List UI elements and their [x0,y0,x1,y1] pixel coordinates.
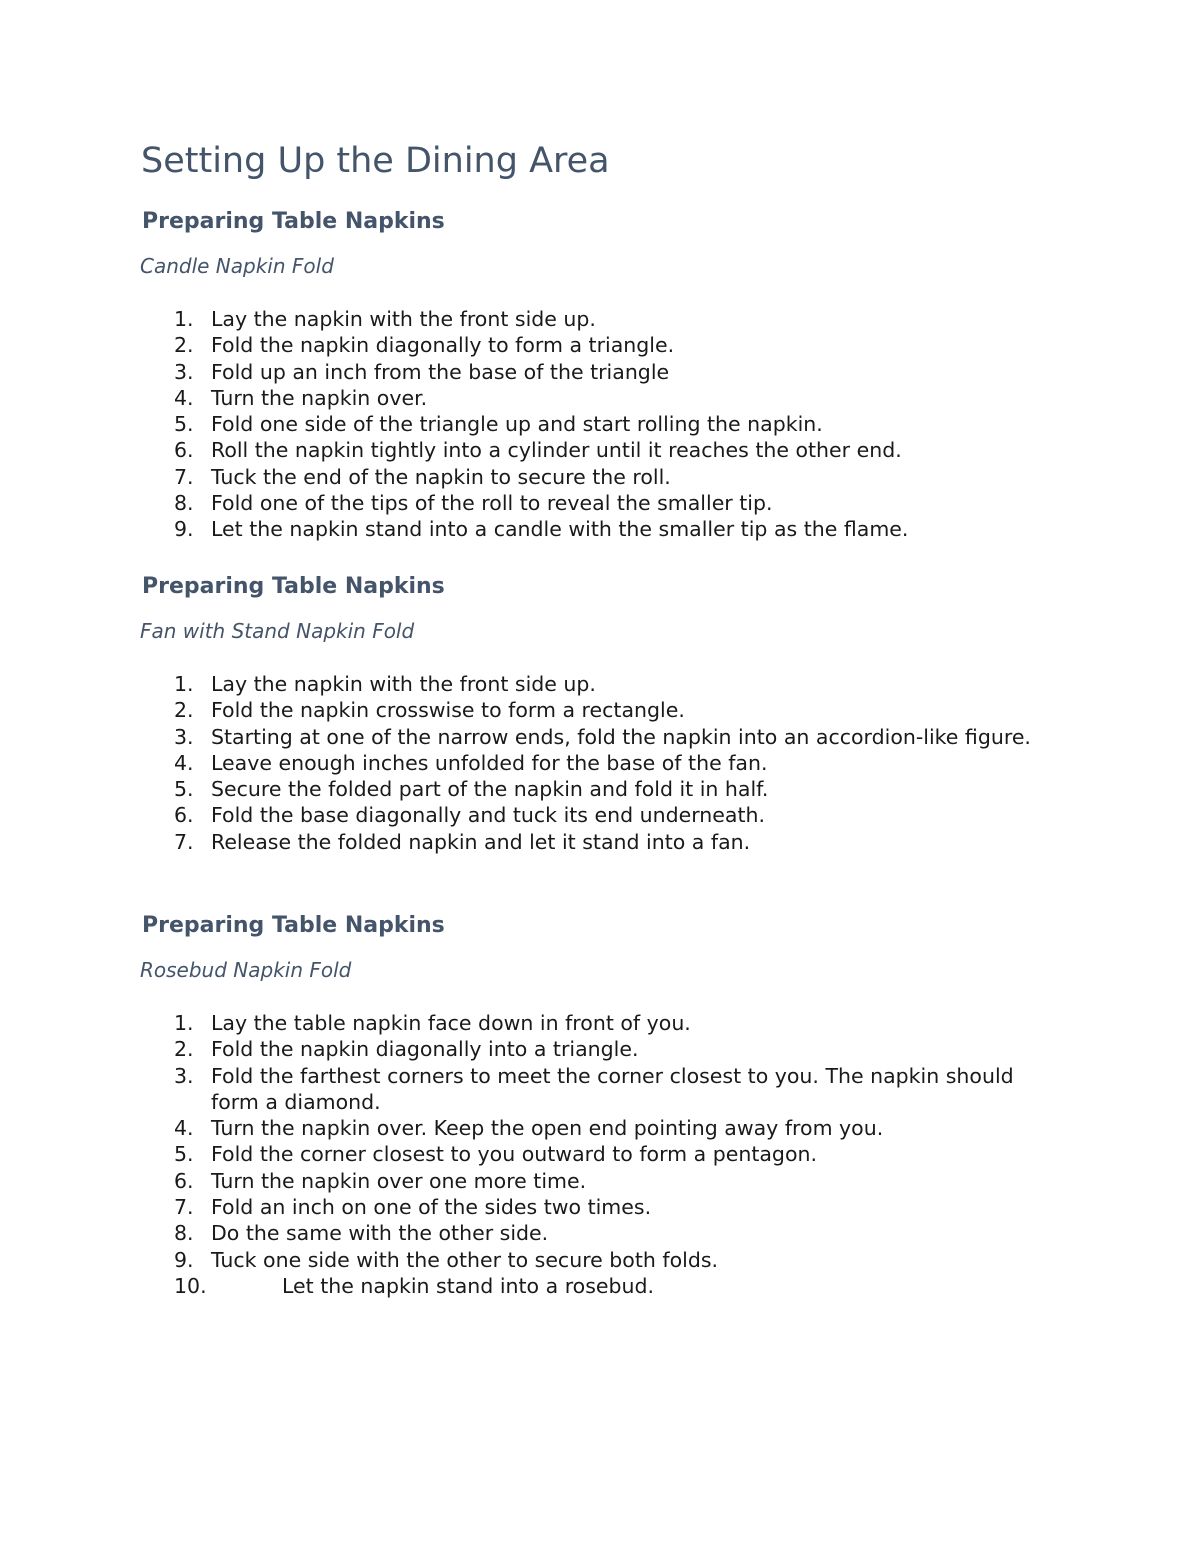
step-number: 2. [174,1037,194,1062]
step-text: Fold the napkin diagonally to form a triangle. [211,333,675,358]
section-heading: Preparing Table Napkins [142,574,445,599]
step-text: Fold the napkin diagonally into a triangle. [211,1037,639,1062]
step-number: 3. [174,359,194,384]
step-text: Roll the napkin tightly into a cylinder until it reaches the other end. [211,438,902,463]
step-number: 8. [174,491,194,516]
list-item [0,437,1200,463]
section-subheading: Rosebud Napkin Fold [140,958,352,982]
step-text: Fold one side of the triangle up and start rolling the napkin. [211,412,823,437]
step-number: 6. [174,438,194,463]
step-number: 2. [174,698,194,723]
step-number: 1. [174,1011,194,1035]
list-item [0,750,1200,776]
steps-list [0,1010,1200,1299]
list-item [0,697,1200,723]
list-item [0,359,1200,385]
steps-list [0,306,1200,543]
step-number: 6. [174,803,194,828]
step-text: Lay the napkin with the front side up. [211,672,596,696]
list-item [0,1063,1200,1116]
step-text: Tuck one side with the other to secure both folds. [211,1247,719,1272]
list-item [0,306,1200,332]
steps-list [0,671,1200,855]
step-number: 4. [174,750,194,775]
step-number: 7. [174,1195,194,1220]
step-text: Fold the farthest corners to meet the corner closest to you. The napkin should form a diamond. [211,1063,1014,1114]
step-number: 9. [174,517,194,542]
step-text: Secure the folded part of the napkin and fold it in half. [211,777,769,802]
list-item [0,411,1200,437]
list-item [0,671,1200,697]
step-text: Let the napkin stand into a candle with the smaller tip as the flame. [211,517,909,542]
list-item [0,1194,1200,1220]
list-item [0,490,1200,516]
step-text: Turn the napkin over. Keep the open end pointing away from you. [211,1116,884,1141]
step-text: Leave enough inches unfolded for the base of the fan. [211,750,768,775]
list-item [0,829,1200,855]
list-item [0,776,1200,802]
section-subheading: Fan with Stand Napkin Fold [140,619,415,643]
list-item [0,516,1200,542]
step-number: 7. [174,829,194,854]
step-number: 6. [174,1168,194,1193]
step-text: Lay the table napkin face down in front of you. [211,1011,691,1035]
step-text: Fold up an inch from the base of the triangle [211,359,670,384]
step-number: 5. [174,412,194,437]
list-item [0,1141,1200,1167]
step-number: 10. [174,1273,207,1298]
step-text: Fold the corner closest to you outward to form a pentagon. [211,1142,818,1167]
step-text: Let the napkin stand into a rosebud. [282,1273,655,1298]
step-number: 5. [174,777,194,802]
list-item [0,802,1200,828]
list-item [0,1273,1200,1299]
list-item [0,1010,1200,1036]
document-title: Setting Up the Dining Area [141,141,610,181]
step-text: Turn the napkin over. [211,385,428,410]
step-number: 7. [174,464,194,489]
step-number: 3. [174,1063,194,1088]
list-item [0,1036,1200,1062]
section-heading: Preparing Table Napkins [142,913,445,938]
section-subheading: Candle Napkin Fold [140,254,334,278]
step-text: Fold the napkin crosswise to form a rectangle. [211,698,685,723]
step-text: Do the same with the other side. [211,1221,549,1246]
section-heading: Preparing Table Napkins [142,209,445,234]
step-number: 3. [174,724,194,749]
step-text: Tuck the end of the napkin to secure the roll. [211,464,671,489]
step-number: 1. [174,307,194,331]
step-number: 4. [174,1116,194,1141]
step-number: 2. [174,333,194,358]
list-item [0,1247,1200,1273]
list-item [0,385,1200,411]
list-item [0,1115,1200,1141]
list-item [0,1220,1200,1246]
step-text: Turn the napkin over one more time. [211,1168,587,1193]
step-number: 4. [174,385,194,410]
step-text: Release the folded napkin and let it stand into a fan. [211,829,751,854]
step-text: Fold the base diagonally and tuck its end underneath. [211,803,766,828]
step-text: Fold one of the tips of the roll to reveal the smaller tip. [211,491,773,516]
step-number: 9. [174,1247,194,1272]
list-item [0,464,1200,490]
list-item [0,332,1200,358]
list-item [0,1168,1200,1194]
step-number: 8. [174,1221,194,1246]
step-number: 1. [174,672,194,696]
step-text: Starting at one of the narrow ends, fold the napkin into an accordion-like figure. [211,724,1031,749]
step-text: Lay the napkin with the front side up. [211,307,596,331]
list-item [0,724,1200,750]
step-number: 5. [174,1142,194,1167]
step-text: Fold an inch on one of the sides two times. [211,1195,652,1220]
